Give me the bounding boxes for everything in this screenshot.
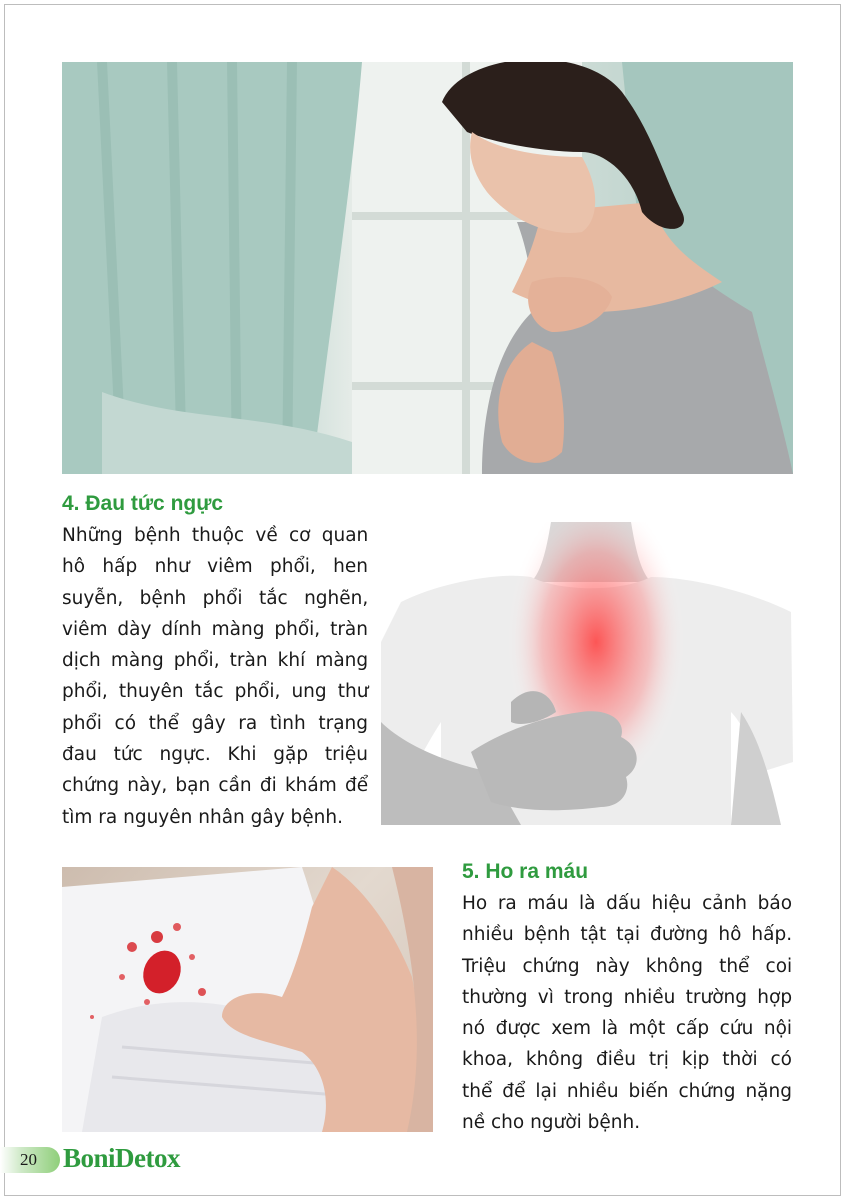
text-line: thể để lại nhiều biến chứng nặng bbox=[462, 1080, 792, 1102]
text-line: Ho ra máu là dấu hiệu cảnh báo bbox=[462, 893, 793, 914]
text-line: đau tức ngực. Khi gặp triệu bbox=[62, 744, 368, 766]
text-line: nhiều bệnh tật tại đường hô hấp. bbox=[462, 924, 793, 946]
text-line: phổi, thuyên tắc phổi, ung thư bbox=[62, 681, 369, 703]
text-line: chứng này, bạn cần đi khám để bbox=[62, 775, 369, 797]
text-line: hô hấp như viêm phổi, hen bbox=[62, 556, 368, 578]
page-number: 20 bbox=[20, 1150, 37, 1169]
section-text-coughing-blood bbox=[462, 888, 792, 1138]
section-text-chest-pain bbox=[62, 520, 368, 833]
text-line: Những bệnh thuộc về cơ quan bbox=[62, 525, 369, 546]
text-line: dịch màng phổi, tràn khí màng bbox=[62, 650, 369, 672]
bloody-handkerchief-photo bbox=[62, 867, 433, 1132]
brand-logo: BoniDetox bbox=[63, 1143, 180, 1173]
chest-pain-highlight-photo bbox=[381, 522, 793, 825]
text-line: nề cho người bệnh. bbox=[462, 1112, 641, 1134]
text-line: tìm ra nguyên nhân gây bệnh. bbox=[62, 806, 344, 828]
text-line: viêm dày dính màng phổi, tràn bbox=[62, 618, 368, 640]
text-line: thường vì trong nhiều trường hợp bbox=[462, 986, 793, 1008]
section-heading-chest-pain: 4. Đau tức ngực bbox=[62, 492, 224, 515]
section-heading-coughing-blood: 5. Ho ra máu bbox=[462, 860, 589, 883]
text-line: Triệu chứng này không thể coi bbox=[462, 955, 793, 977]
text-line: phổi có thể gây ra tình trạng bbox=[62, 712, 368, 734]
woman-chest-pain-photo bbox=[62, 62, 793, 474]
text-line: khoa, không điều trị kịp thời có bbox=[462, 1049, 792, 1071]
text-line: suyễn, bệnh phổi tắc nghẽn, bbox=[62, 587, 369, 609]
text-line: nó được xem là một cấp cứu nội bbox=[462, 1018, 793, 1040]
